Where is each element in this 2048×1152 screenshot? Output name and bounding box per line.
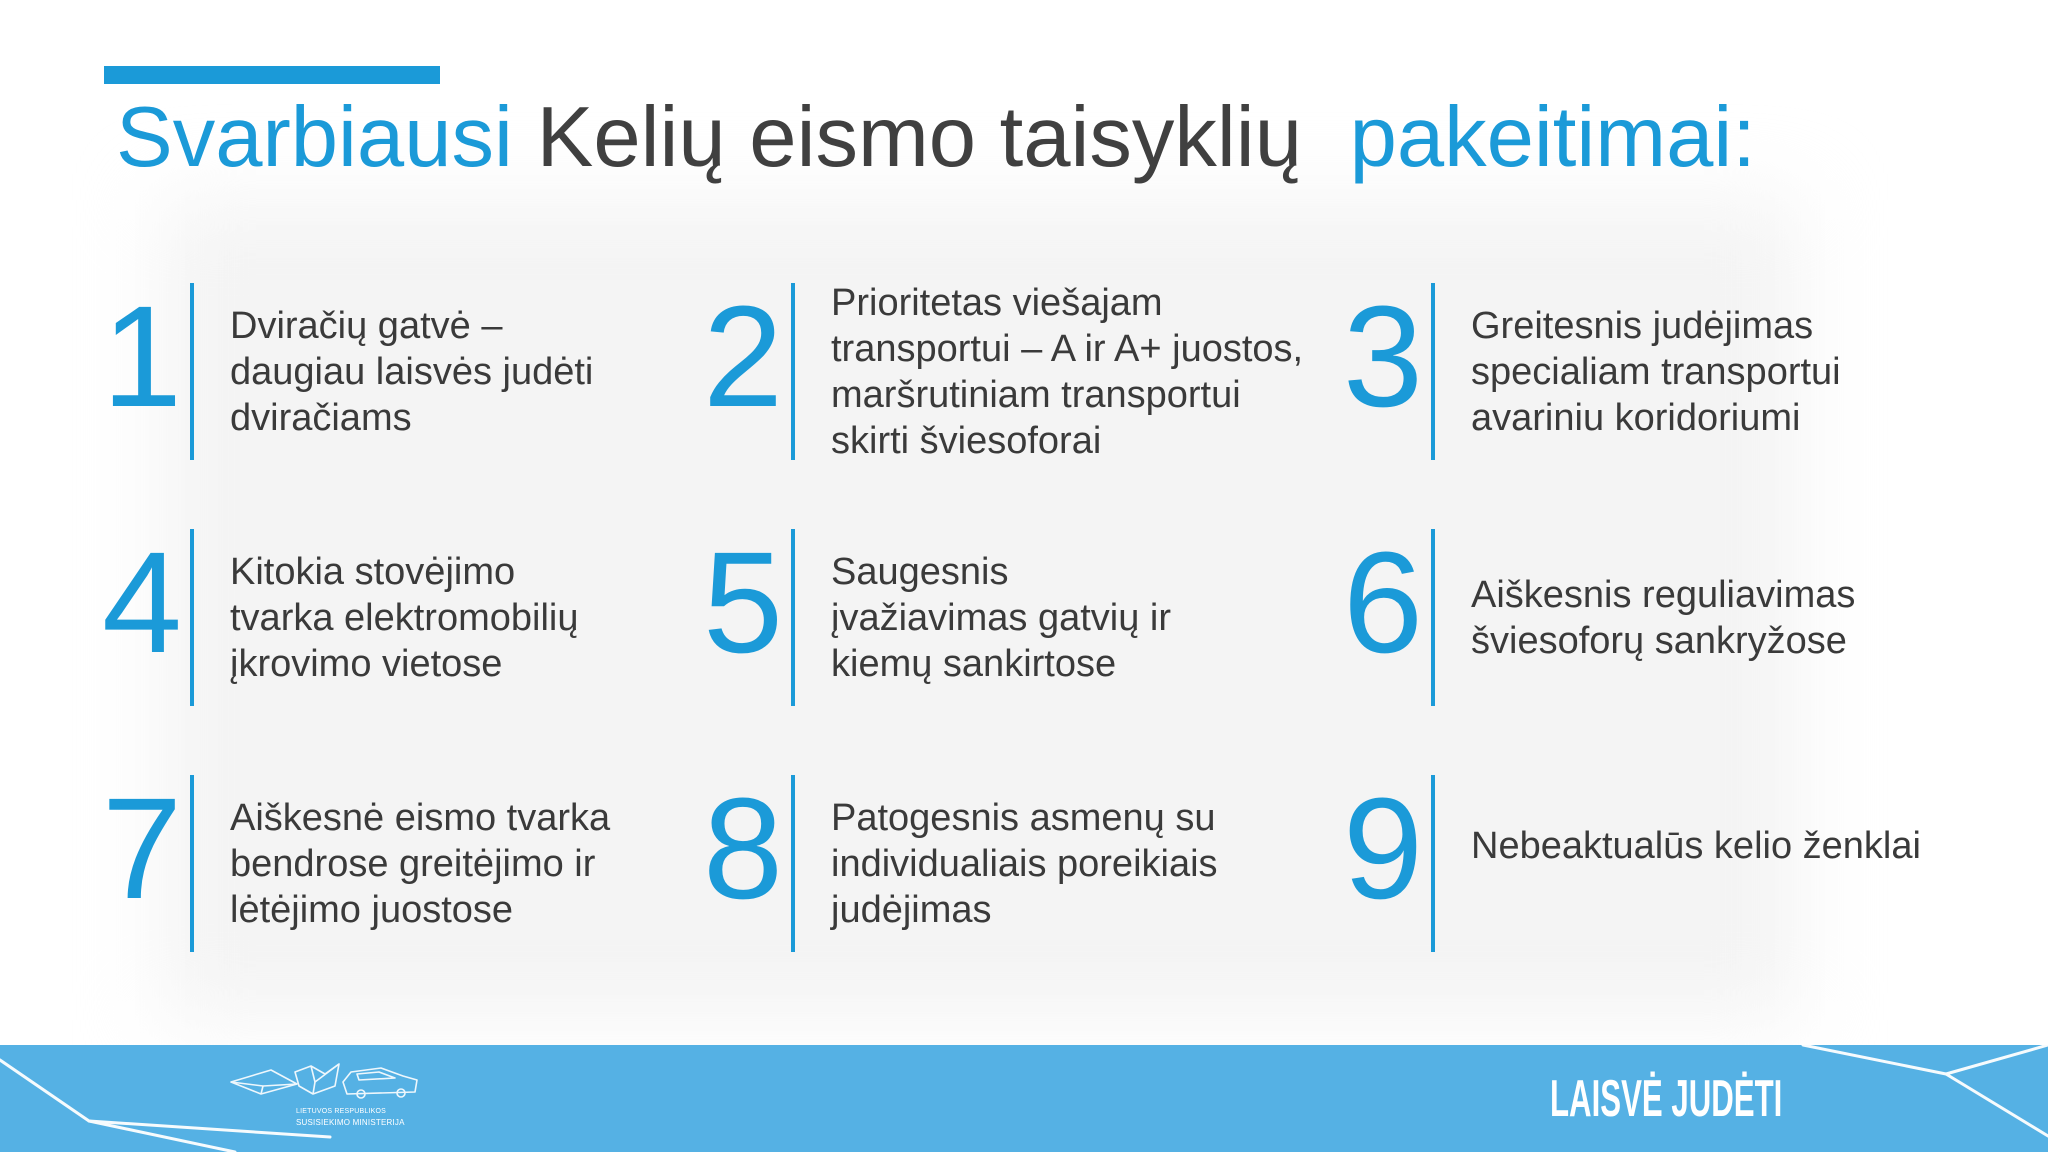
title-part-1: Svarbiausi <box>116 90 513 185</box>
item-8 <box>623 768 1218 952</box>
item-9-number: 9 <box>1342 768 1424 929</box>
item-1-divider <box>190 283 194 460</box>
item-6-number: 6 <box>1342 522 1424 683</box>
item-2 <box>623 276 1304 462</box>
item-3-divider <box>1431 283 1435 460</box>
item-1-text: Dviračių gatvė – daugiau laisvės judėti dviračiams <box>230 304 594 439</box>
item-7-number: 7 <box>101 768 183 929</box>
item-6-text-wrap <box>1471 529 1855 706</box>
slogan: LAISVĖ JUDĖTI <box>1550 1070 1783 1128</box>
item-8-text: Patogesnis asmenų su individualiais poreikiais judėjimas <box>831 796 1218 931</box>
ministry-name-line1: LIETUVOS RESPUBLIKOS <box>296 1108 386 1115</box>
item-1 <box>22 276 612 460</box>
item-2-divider <box>791 283 795 460</box>
item-3-text-wrap <box>1471 283 1841 460</box>
item-6-divider <box>1431 529 1435 706</box>
item-7-text-wrap <box>230 775 610 952</box>
item-1-text-wrap <box>230 283 593 460</box>
item-6-text: Aiškesnis reguliavimas šviesoforų sankryžose <box>1471 573 1856 662</box>
item-7-text: Aiškesnė eismo tvarka bendrose greitėjimo ir lėtėjimo juostose <box>230 796 611 931</box>
ministry-emblem-icon <box>229 1060 419 1106</box>
item-4-text: Kitokia stovėjimo tvarka elektromobilių įkrovimo vietose <box>230 550 579 685</box>
item-5-text: Saugesnis įvažiavimas gatvių ir kiemų sankirtose <box>831 550 1171 685</box>
item-9-divider <box>1431 775 1435 952</box>
item-4-divider <box>190 529 194 706</box>
page-title <box>116 90 1756 185</box>
item-8-divider <box>791 775 795 952</box>
item-8-number: 8 <box>702 768 784 929</box>
item-5-divider <box>791 529 795 706</box>
item-4 <box>22 522 612 706</box>
title-part-2: Kelių eismo taisyklių <box>536 90 1302 185</box>
item-1-number: 1 <box>101 276 183 437</box>
item-7 <box>22 768 612 952</box>
footer-band <box>0 1045 2048 1152</box>
item-5-number: 5 <box>702 522 784 683</box>
item-2-text-wrap <box>831 283 1303 460</box>
ministry-name-line2: SUSISIEKIMO MINISTERIJA <box>296 1118 405 1127</box>
title-part-3: pakeitimai: <box>1349 90 1756 185</box>
item-7-divider <box>190 775 194 952</box>
item-5-text-wrap <box>831 529 1171 706</box>
item-6 <box>1263 522 2003 706</box>
item-9-text-wrap <box>1471 775 1921 952</box>
item-4-text-wrap <box>230 529 578 706</box>
title-accent-bar <box>104 66 440 84</box>
item-9 <box>1263 768 2003 952</box>
item-9-text: Nebeaktualūs kelio ženklai <box>1471 824 1921 867</box>
item-3 <box>1263 276 2003 460</box>
item-8-text-wrap <box>831 775 1218 952</box>
item-3-text: Greitesnis judėjimas specialiam transportui avariniu koridoriumi <box>1471 304 1841 439</box>
item-2-number: 2 <box>702 276 784 437</box>
item-5 <box>623 522 1213 706</box>
item-2-text: Prioritetas viešajam transportui – A ir A+ juostos, maršrutiniam transportui skirti šviesoforai <box>831 281 1304 462</box>
item-3-number: 3 <box>1342 276 1424 437</box>
item-4-number: 4 <box>101 522 183 683</box>
